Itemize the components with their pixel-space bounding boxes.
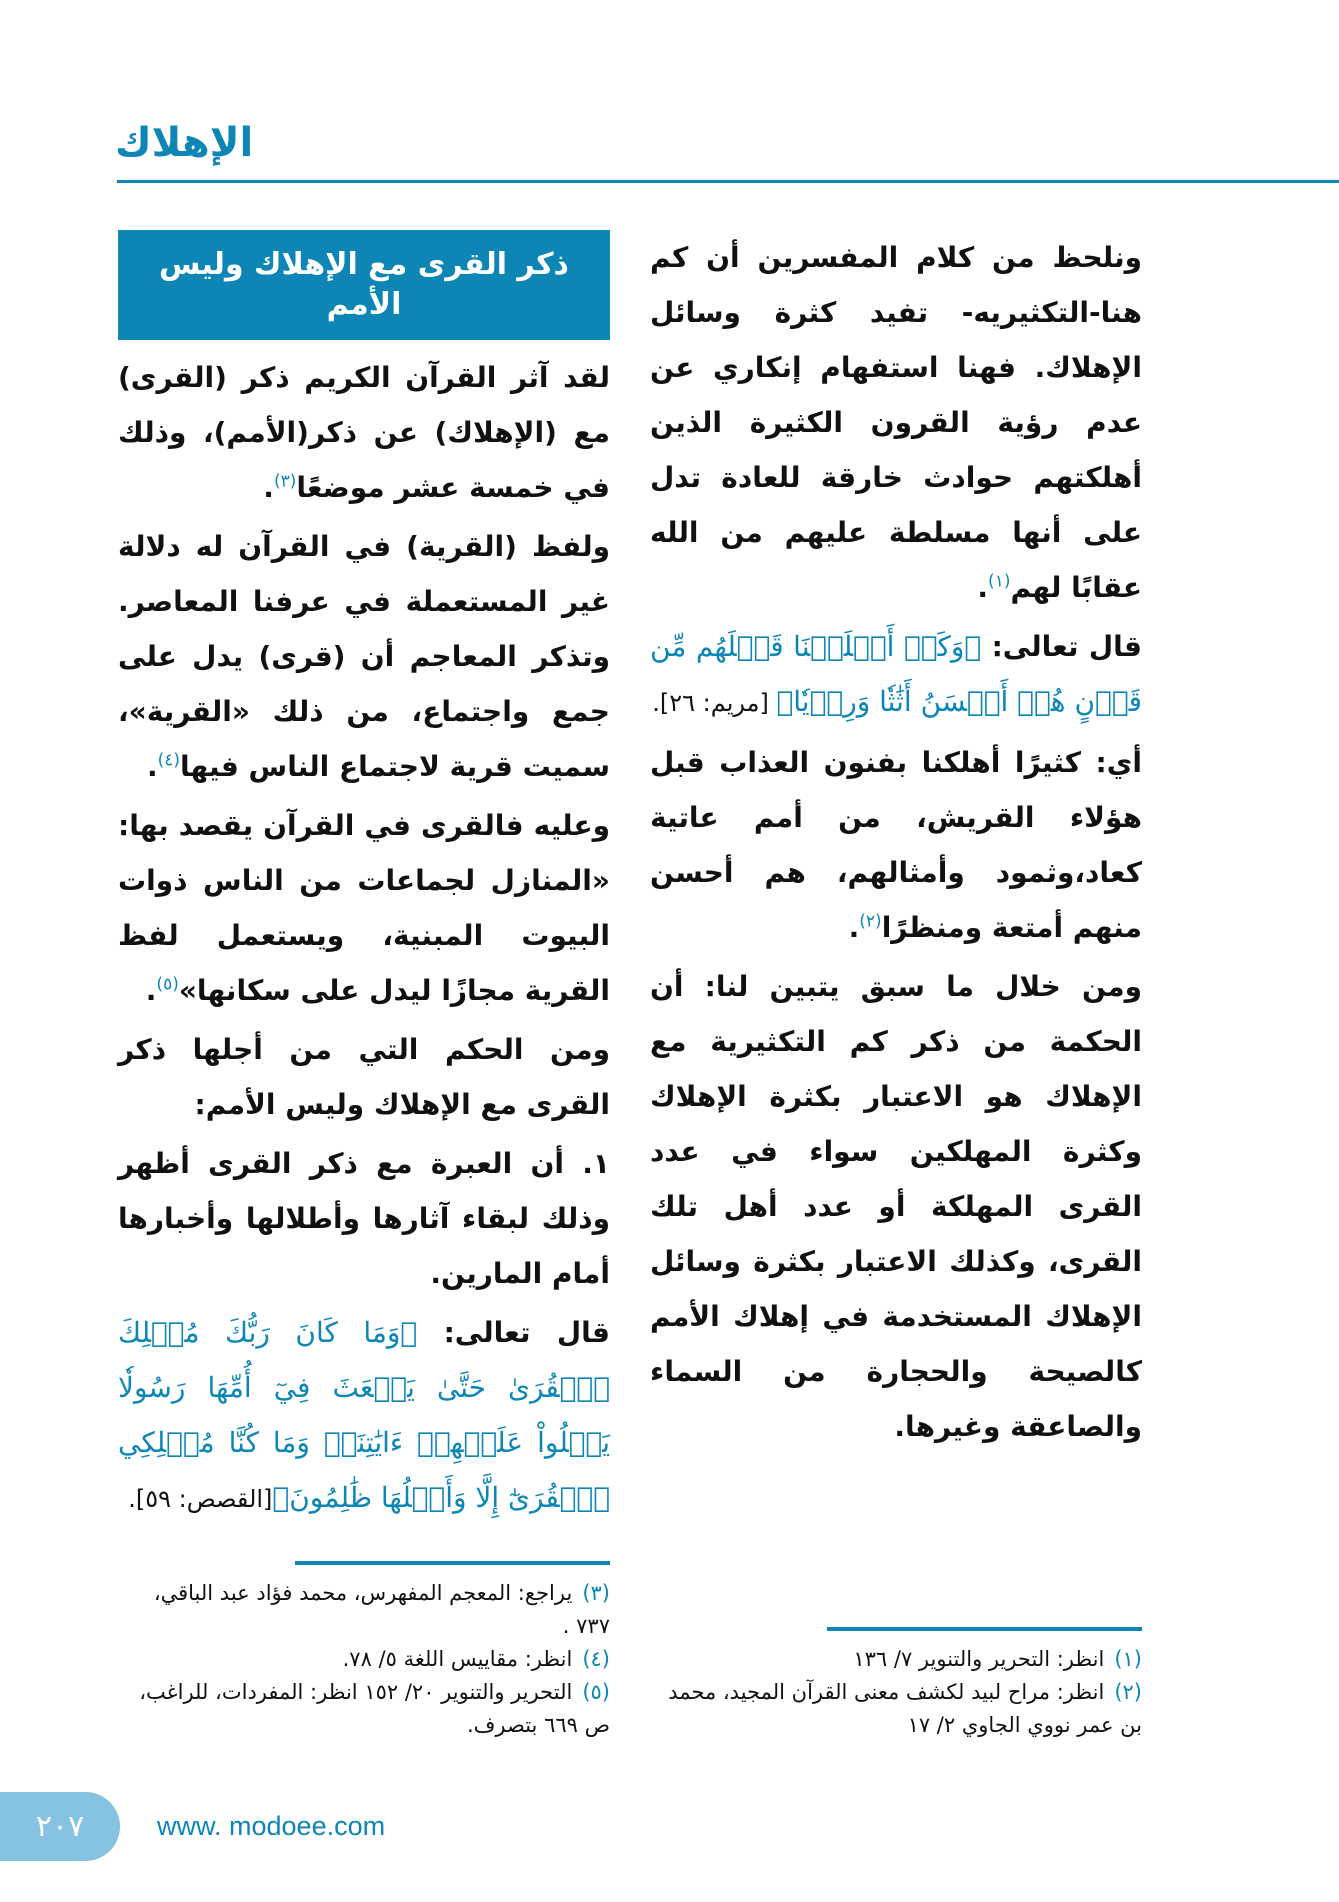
footnote-3: [118, 1577, 610, 1643]
footnote-number: (١): [1114, 1647, 1142, 1671]
paragraph-end: .: [263, 471, 274, 504]
paragraph-end: .: [146, 750, 158, 783]
quran-verse: ﴿وَمَا كَانَ رَبُّكَ مُهۡلِكَ ٱلۡقُرَىٰ حَتَّىٰ يَبۡعَثَ فِيٓ أُمِّهَا رَسُولٗا يَتۡلُواْ عَلَيۡهِمۡ ءَايَٰتِنَاۚ وَمَا كُنَّا مُهۡلِكِي ٱلۡقُرَىٰٓ إِلَّا وَأَهۡلُهَا ظَٰلِمُونَ﴾: [118, 1316, 610, 1514]
paragraph-end: .: [977, 571, 989, 604]
footnote-ref[interactable]: (٢): [859, 911, 882, 932]
footnote-ref[interactable]: (٣): [273, 471, 297, 492]
paragraph-text: أي: كثيرًا أهلكنا بفنون العذاب قبل هؤلاء القريش، من أمم عاتية كعاد،وثمود وأمثالهم، هم أحسن منهم أمتعة ومنظرًا: [650, 746, 1142, 944]
footnote-number: (٣): [582, 1581, 610, 1605]
website-link[interactable]: www. modoee.com: [157, 1811, 386, 1841]
header-divider: [117, 180, 1339, 183]
footnote-2: [650, 1676, 1142, 1742]
paragraph-end: .: [145, 974, 157, 1007]
citation-lead: قال تعالى:: [981, 630, 1142, 663]
page-header: [0, 0, 1339, 190]
footnotes-right: [650, 1643, 1142, 1742]
verse-reference: [مريم: ٢٦].: [652, 689, 777, 717]
footnote-4: [118, 1643, 610, 1676]
page-footer: [0, 1792, 1339, 1902]
left-paragraph-1: [118, 350, 610, 515]
right-paragraph-4: ومن خلال ما سبق يتبين لنا: أن الحكمة من ذكر كم التكثيرية مع الإهلاك هو الاعتبار بكثرة الإهلاك وكثرة المهلكين سواء في عدد القرى المهلكة أو عدد أهل تلك القرى، وكذلك الاعتبار بكثرة وسائل الإهلاك المستخدمة في إهلاك الأمم كالصيحة والحجارة من السماء والصاعقة وغيرها.: [650, 970, 1142, 1443]
page-number-badge: ٢٠٧: [0, 1792, 120, 1861]
footnote-ref[interactable]: (٤): [157, 750, 181, 771]
right-paragraph-3: [650, 735, 1142, 955]
right-paragraph-1: [650, 230, 1142, 615]
left-paragraph-4: ومن الحكم التي من أجلها ذكر القرى مع الإهلاك وليس الأمم:: [118, 1033, 610, 1121]
column-spacer: [118, 1531, 610, 1561]
footnote-ref[interactable]: (٥): [156, 974, 179, 995]
citation-lead: قال تعالى:: [417, 1316, 610, 1349]
footnote-number: (٢): [1114, 1680, 1142, 1704]
section-heading: ذكر القرى مع الإهلاك وليس الأمم: [118, 230, 610, 340]
paragraph-text: ولفظ (القرية) في القرآن له دلالة غير المستعملة في عرفنا المعاصر. وتذكر المعاجم أن (قرى) يدل على جمع واجتماع، من ذلك «القرية»، سميت قرية لاجتماع الناس فيها: [118, 530, 610, 783]
paragraph-text: ونلحظ من كلام المفسرين أن كم هنا-التكثيريه- تفيد كثرة وسائل الإهلاك. فهنا استفهام إنكاري عن عدم رؤية القرون الكثيرة الذين أهلكتهم حوادث خارقة للعادة تدل على أنها مسلطة عليهم من الله عقابًا لهم: [650, 241, 1142, 604]
footnote-1: [650, 1643, 1142, 1676]
running-header-title: الإهلاك: [115, 120, 254, 166]
verse-reference: [القصص: ٥٩].: [128, 1485, 273, 1513]
paragraph-end: .: [848, 911, 860, 944]
footnote-text: انظر: مراح لبيد لكشف معنى القرآن المجيد، محمد بن عمر نووي الجاوي ٢/ ١٧: [668, 1680, 1142, 1737]
columns: [0, 230, 1339, 1742]
footnote-number: (٤): [582, 1647, 610, 1671]
footnote-text: انظر: التحرير والتنوير ٧/ ١٣٦: [853, 1647, 1105, 1671]
right-quran-citation: [650, 619, 1142, 731]
left-quran-citation: [118, 1305, 610, 1527]
footnote-separator-left: [295, 1561, 610, 1565]
right-column: [650, 230, 1142, 1742]
left-column: [118, 230, 610, 1742]
paragraph-text: لقد آثر القرآن الكريم ذكر (القرى) مع (الإهلاك) عن ذكر(الأمم)، وذلك في خمسة عشر موضعًا: [118, 361, 610, 504]
left-list-item-1: ١. أن العبرة مع ذكر القرى أظهر وذلك لبقاء آثارها وأطلالها وأخبارها أمام المارين.: [118, 1147, 610, 1290]
footnote-text: التحرير والتنوير ٢٠/ ١٥٢ انظر: المفردات، للراغب، ص ٦٦٩ بتصرف.: [139, 1680, 610, 1737]
footnote-text: انظر: مقاييس اللغة ٥/ ٧٨.: [342, 1647, 573, 1671]
left-paragraph-3: [118, 798, 610, 1018]
quran-verse: ﴿وَكَمۡ أَهۡلَكۡنَا قَبۡلَهُم مِّن قَرۡنٍ هُمۡ أَحۡسَنُ أَثَٰثٗا وَرِءۡيٗا﴾: [650, 630, 1142, 718]
column-spacer: [650, 1458, 1142, 1627]
footnotes-left: [118, 1577, 610, 1742]
footnote-ref[interactable]: (١): [988, 571, 1011, 592]
footnote-number: (٥): [582, 1680, 610, 1704]
footnote-5: [118, 1676, 610, 1742]
left-paragraph-2: [118, 519, 610, 794]
footnote-text: يراجع: المعجم المفهرس، محمد فؤاد عبد الباقي، ٧٣٧ .: [153, 1581, 610, 1638]
paragraph-text: وعليه فالقرى في القرآن يقصد بها: «المنازل لجماعات من الناس ذوات البيوت المبنية، ويستعمل لفظ القرية مجازًا ليدل على سكانها»: [118, 809, 610, 1007]
footnote-separator-right: [827, 1627, 1142, 1631]
